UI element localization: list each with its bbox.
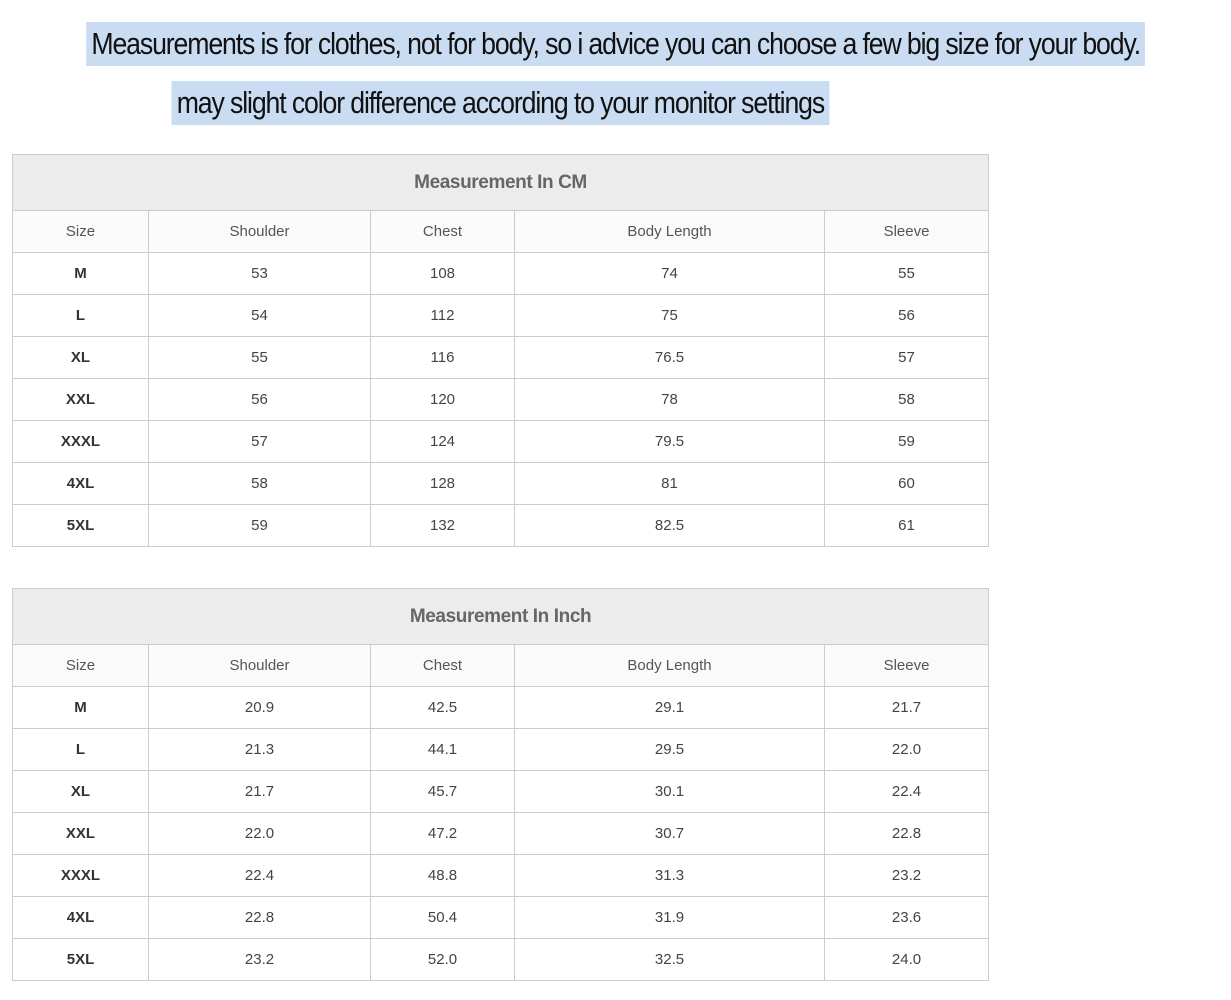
column-header: Sleeve [825,645,989,687]
size-cell: 4XL [13,463,149,505]
measurement-cell: 54 [149,295,371,337]
table-title-row [13,155,989,211]
measurement-cell: 22.4 [149,855,371,897]
measurement-cell: 53 [149,253,371,295]
size-cell: L [13,729,149,771]
measurement-cell: 76.5 [515,337,825,379]
table-title: Measurement In CM [13,155,989,211]
size-notice [0,22,1140,125]
measurement-cell: 57 [825,337,989,379]
measurement-cell: 58 [149,463,371,505]
measurement-cell: 23.2 [825,855,989,897]
table-row [13,771,989,813]
measurement-cell: 30.7 [515,813,825,855]
size-cell: L [13,295,149,337]
table-header-row [13,645,989,687]
size-cell: XL [13,337,149,379]
measurement-cell: 22.8 [149,897,371,939]
column-header: Sleeve [825,211,989,253]
measurement-cell: 47.2 [371,813,515,855]
measurement-cell: 22.0 [825,729,989,771]
measurement-cell: 52.0 [371,939,515,981]
column-header: Body Length [515,645,825,687]
table-title-row [13,589,989,645]
table-row [13,463,989,505]
table-row [13,505,989,547]
measurement-cell: 24.0 [825,939,989,981]
table-row [13,939,989,981]
table-row [13,687,989,729]
size-cell: M [13,253,149,295]
measurement-cell: 21.7 [149,771,371,813]
measurement-cell: 32.5 [515,939,825,981]
table-header-row [13,211,989,253]
size-cell: XL [13,771,149,813]
measurement-cell: 60 [825,463,989,505]
measurement-cell: 21.3 [149,729,371,771]
table-row [13,813,989,855]
column-header: Chest [371,645,515,687]
table-row [13,253,989,295]
measurement-cell: 59 [149,505,371,547]
size-table-cm [12,154,989,547]
size-cell: XXXL [13,855,149,897]
measurement-cell: 59 [825,421,989,463]
measurement-cell: 61 [825,505,989,547]
measurement-cell: 31.3 [515,855,825,897]
column-header: Body Length [515,211,825,253]
measurement-cell: 23.6 [825,897,989,939]
measurement-cell: 55 [149,337,371,379]
measurement-cell: 120 [371,379,515,421]
measurement-cell: 21.7 [825,687,989,729]
measurement-cell: 112 [371,295,515,337]
table-row [13,855,989,897]
size-table-inch [12,588,989,981]
size-cell: 5XL [13,939,149,981]
measurement-cell: 48.8 [371,855,515,897]
table-row [13,295,989,337]
notice-line-2: may slight color difference according to your monitor settings [171,81,829,125]
table-row [13,379,989,421]
measurement-cell: 23.2 [149,939,371,981]
column-header: Size [13,645,149,687]
measurement-cell: 75 [515,295,825,337]
notice-line-1: Measurements is for clothes, not for body, so i advice you can choose a few big size for your body. [86,22,1145,66]
measurement-cell: 108 [371,253,515,295]
measurement-cell: 132 [371,505,515,547]
measurement-cell: 29.1 [515,687,825,729]
column-header: Shoulder [149,211,371,253]
column-header: Size [13,211,149,253]
measurement-cell: 29.5 [515,729,825,771]
column-header: Chest [371,211,515,253]
measurement-cell: 79.5 [515,421,825,463]
measurement-cell: 56 [149,379,371,421]
table-row [13,337,989,379]
measurement-cell: 55 [825,253,989,295]
measurement-cell: 50.4 [371,897,515,939]
size-cell: M [13,687,149,729]
table-title: Measurement In Inch [13,589,989,645]
measurement-cell: 56 [825,295,989,337]
measurement-cell: 31.9 [515,897,825,939]
measurement-cell: 45.7 [371,771,515,813]
measurement-cell: 20.9 [149,687,371,729]
measurement-cell: 116 [371,337,515,379]
measurement-cell: 22.0 [149,813,371,855]
measurement-cell: 128 [371,463,515,505]
column-header: Shoulder [149,645,371,687]
measurement-cell: 57 [149,421,371,463]
measurement-cell: 22.4 [825,771,989,813]
measurement-cell: 81 [515,463,825,505]
measurement-cell: 74 [515,253,825,295]
measurement-cell: 22.8 [825,813,989,855]
measurement-cell: 78 [515,379,825,421]
measurement-cell: 82.5 [515,505,825,547]
size-cell: XXL [13,379,149,421]
measurement-cell: 58 [825,379,989,421]
measurement-cell: 44.1 [371,729,515,771]
table-row [13,897,989,939]
table-row [13,421,989,463]
size-cell: 4XL [13,897,149,939]
size-cell: XXXL [13,421,149,463]
table-row [13,729,989,771]
size-cell: 5XL [13,505,149,547]
measurement-cell: 124 [371,421,515,463]
size-cell: XXL [13,813,149,855]
measurement-cell: 30.1 [515,771,825,813]
measurement-cell: 42.5 [371,687,515,729]
